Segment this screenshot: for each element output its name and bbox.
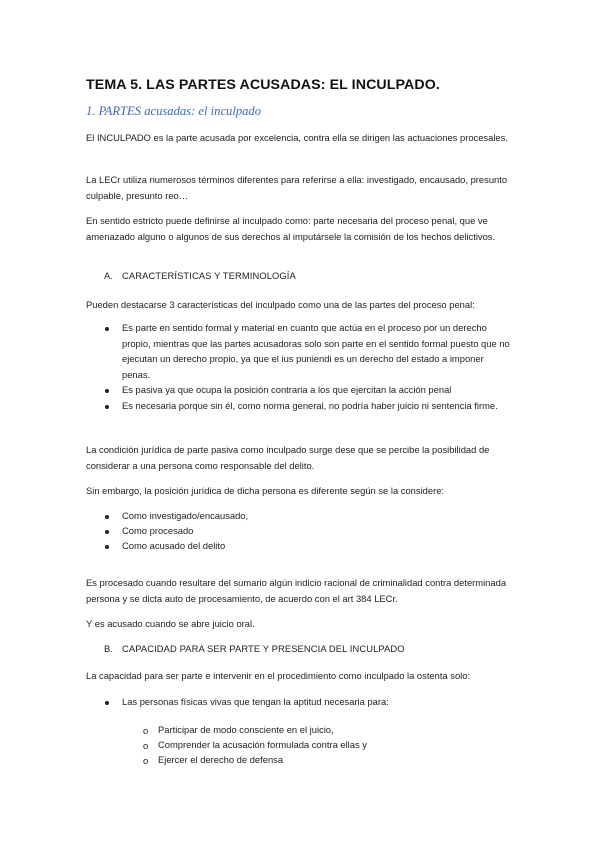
list-item: Las personas físicas vivas que tengan la aptitud necesaria para: — [122, 696, 389, 707]
bullet — [105, 405, 109, 409]
heading-marker: A. — [104, 270, 114, 281]
section-subtitle: 1. PARTES acusadas: el inculpado — [86, 104, 262, 118]
document-title: TEMA 5. LAS PARTES ACUSADAS: EL INCULPADO. — [86, 77, 440, 93]
bullet — [105, 701, 109, 705]
list-item: Como acusado del delito — [122, 540, 226, 551]
heading-a: CARACTERÍSTICAS Y TERMINOLOGÍA — [122, 270, 296, 281]
sub-list-item: Comprender la acusación formulada contra ellas y — [158, 739, 367, 750]
bullet — [105, 530, 109, 534]
list-item: Como investigado/encausado, — [122, 510, 249, 521]
list-item: Es pasiva ya que ocupa la posición contraria a los que ejercitan la acción penal — [122, 384, 452, 395]
list-item: Es parte en sentido formal y material en cuanto que actúa en el proceso por un derecho propio, mientras que las partes acusadoras solo son parte en el sentido formal puesto que no ejecutan un derecho propio, ya que el ius puniendi es un derecho del estado a imponer penas. — [122, 322, 510, 380]
list-item: Es necesaria porque sin él, como norma general, no podría haber juicio ni sentencia firme. — [122, 400, 498, 411]
paragraph: En sentido estricto puede definirse al inculpado como: parte necesaria del proceso penal, que ve amenazado alguno o algunos de sus derechos al imputársele la comisión de los hechos delictivos. — [86, 215, 496, 242]
sub-bullet-marker: o — [143, 740, 149, 751]
paragraph: La capacidad para ser parte e intervenir en el procedimiento como inculpado la ostenta solo: — [86, 670, 471, 681]
bullet — [105, 545, 109, 549]
paragraph: Y es acusado cuando se abre juicio oral. — [86, 618, 255, 629]
paragraph: Pueden destacarse 3 características del inculpado como una de las partes del proceso penal: — [86, 299, 475, 310]
heading-b: CAPACIDAD PARA SER PARTE Y PRESENCIA DEL INCULPADO — [122, 643, 405, 654]
sub-list-item: Participar de modo consciente en el juicio, — [158, 724, 334, 735]
sub-list-item: Ejercer el derecho de defensa — [158, 754, 284, 765]
heading-marker: B. — [104, 643, 114, 654]
bullet — [105, 515, 109, 519]
bullet — [105, 389, 109, 393]
paragraph: El INCULPADO es la parte acusada por excelencia, contra ella se dirigen las actuaciones procesales. — [86, 132, 508, 143]
paragraph: Sin embargo, la posición jurídica de dicha persona es diferente según se la considere: — [86, 485, 445, 496]
paragraph: La LECr utiliza numerosos términos diferentes para referirse a ella: investigado, encausado, presunto culpable, presunto reo… — [86, 174, 508, 201]
list-item: Como procesado — [122, 525, 194, 536]
paragraph: La condición jurídica de parte pasiva como inculpado surge dese que se percibe la posibilidad de considerar a una persona como responsable del delito. — [86, 444, 490, 471]
sub-bullet-marker: o — [143, 725, 149, 736]
bullet — [105, 327, 109, 331]
sub-bullet-marker: o — [143, 755, 149, 766]
paragraph: Es procesado cuando resultare del sumario algún indicio racional de criminalidad contra determinada persona y se dicta auto de procesamiento, de acuerdo con el art 384 LECr. — [86, 577, 507, 604]
